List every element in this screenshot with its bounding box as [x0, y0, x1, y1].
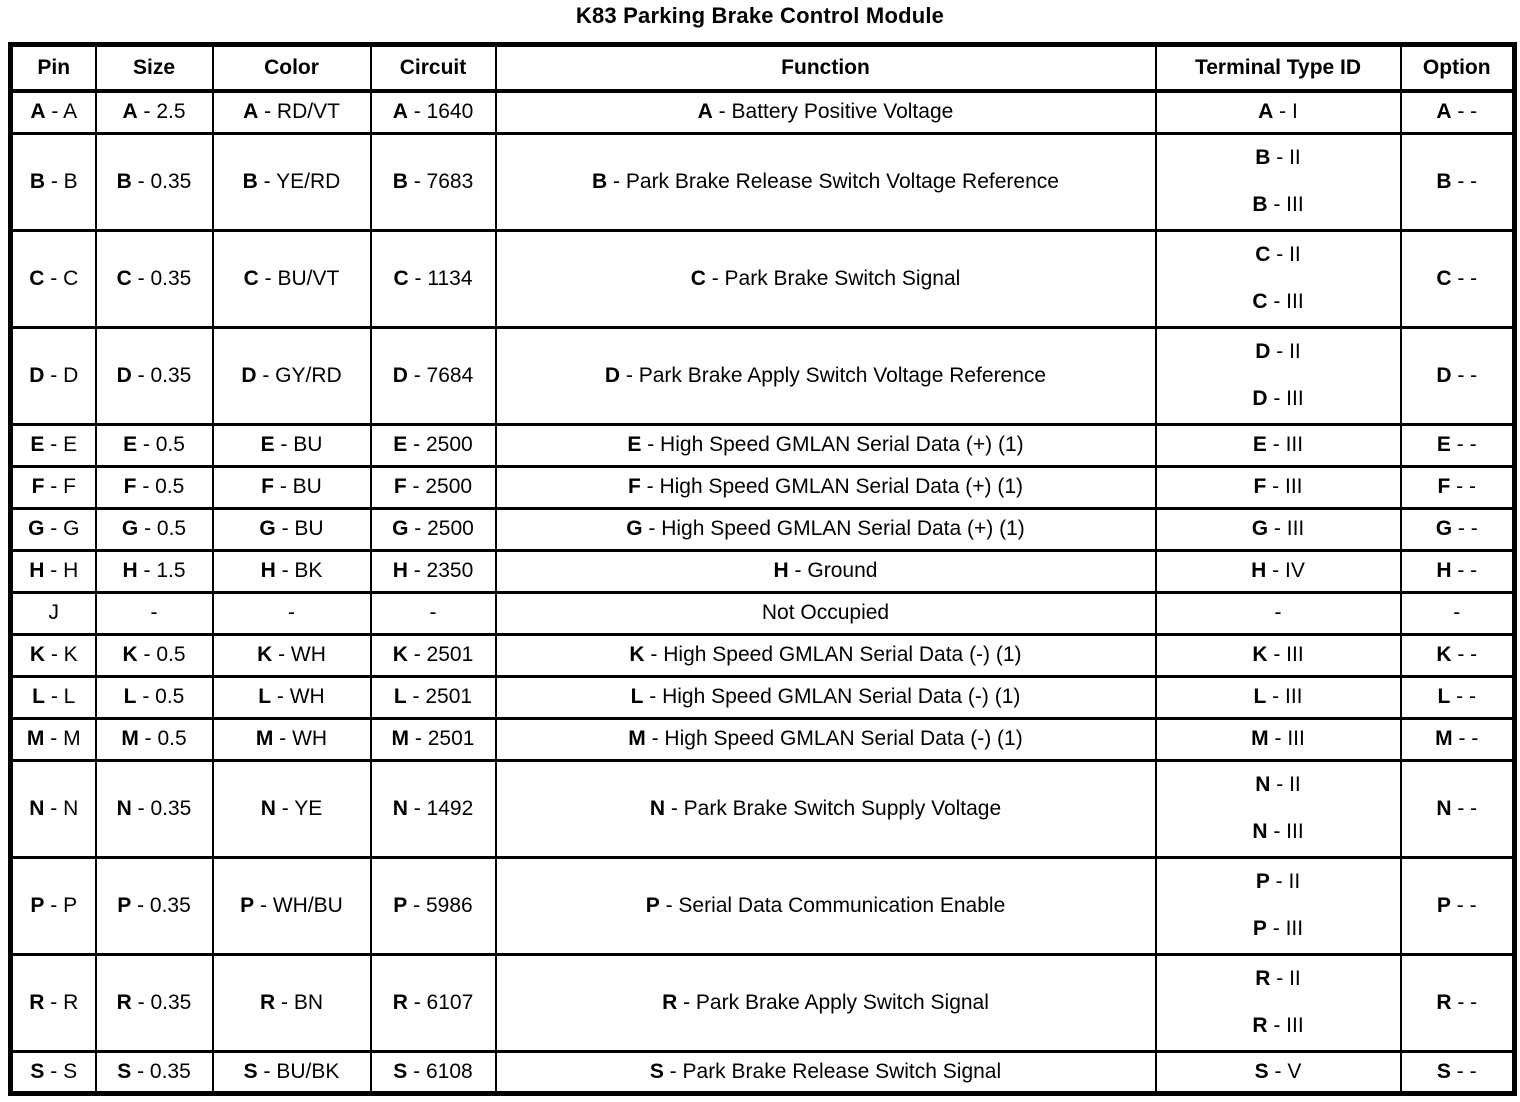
terminal-type-id-cell	[1156, 550, 1401, 592]
terminal-entry	[1157, 809, 1400, 856]
option-cell	[1401, 327, 1515, 424]
cell-text: E - III	[1252, 433, 1304, 456]
table-row	[11, 91, 1515, 133]
cell-text: P - Serial Data Communication Enable	[645, 893, 1006, 917]
cell-text: S - 6108	[393, 1059, 473, 1083]
terminal-type-id-cell	[1156, 466, 1401, 508]
cell-text: R - III	[1252, 1014, 1304, 1037]
cell-text: P - II	[1255, 870, 1301, 893]
cell-text: A - 1640	[392, 100, 474, 124]
cell-text: D - D	[29, 363, 79, 387]
cell-text: C - 0.35	[116, 266, 192, 290]
cell-text: E - E	[30, 433, 78, 456]
color-cell	[213, 954, 371, 1051]
terminal-entry	[1161, 601, 1396, 625]
size-cell	[96, 327, 213, 424]
option-cell	[1401, 954, 1515, 1051]
cell-text: G - BU	[259, 517, 324, 540]
cell-text: G - G	[28, 517, 80, 540]
cell-text: C - 1134	[393, 266, 473, 290]
cell-text: F - III	[1253, 475, 1303, 498]
cell-text: N - III	[1252, 820, 1304, 843]
color-cell	[213, 508, 371, 550]
cell-text: G - 2500	[392, 517, 474, 540]
cell-text: B - YE/RD	[242, 169, 341, 193]
pin-cell	[11, 1051, 96, 1093]
circuit-cell	[371, 550, 496, 592]
pin-cell	[11, 327, 96, 424]
cell-text: D - -	[1436, 363, 1478, 387]
option-cell	[1401, 718, 1515, 760]
table-row	[11, 466, 1515, 508]
cell-text: G - III	[1251, 517, 1305, 540]
circuit-cell	[371, 133, 496, 230]
cell-text: M - High Speed GMLAN Serial Data (-) (1)	[628, 727, 1023, 750]
cell-text: F - BU	[261, 475, 322, 498]
column-header-pin: Pin	[11, 45, 96, 92]
terminal-type-id-cell	[1156, 91, 1401, 133]
terminal-entry	[1157, 1003, 1400, 1050]
size-cell	[96, 230, 213, 327]
pin-cell	[11, 550, 96, 592]
table-row	[11, 760, 1515, 857]
cell-text: N - N	[29, 796, 79, 820]
table-row	[11, 592, 1515, 634]
cell-text: B - II	[1255, 146, 1301, 169]
color-cell	[213, 133, 371, 230]
cell-text: F - 2500	[393, 475, 473, 498]
function-cell	[496, 466, 1156, 508]
page-title: K83 Parking Brake Control Module	[575, 3, 945, 28]
cell-text: K - High Speed GMLAN Serial Data (-) (1)	[629, 643, 1022, 666]
circuit-cell	[371, 857, 496, 954]
cell-text: A - I	[1258, 100, 1298, 124]
size-cell	[96, 676, 213, 718]
cell-text: K - WH	[257, 643, 326, 666]
terminal-type-id-cell	[1156, 718, 1401, 760]
cell-text: G - 0.5	[121, 517, 187, 540]
cell-text: H - BK	[260, 559, 323, 582]
color-cell	[213, 424, 371, 466]
cell-text: K - 0.5	[122, 643, 186, 666]
terminal-entry	[1157, 135, 1400, 182]
pin-cell	[11, 466, 96, 508]
color-cell	[213, 466, 371, 508]
size-cell	[96, 634, 213, 676]
terminal-entry	[1161, 433, 1396, 457]
color-cell	[213, 718, 371, 760]
cell-text: C - II	[1255, 243, 1301, 266]
table-row	[11, 230, 1515, 327]
cell-text: D - GY/RD	[241, 363, 342, 387]
cell-text: C - Park Brake Switch Signal	[690, 266, 961, 290]
cell-text: A - Battery Positive Voltage	[697, 100, 954, 124]
cell-text: J	[48, 601, 59, 624]
cell-text: R - -	[1436, 990, 1478, 1014]
color-cell	[213, 91, 371, 133]
pin-cell	[11, 718, 96, 760]
table-row	[11, 550, 1515, 592]
color-cell	[213, 676, 371, 718]
cell-text: E - 2500	[393, 433, 473, 456]
function-cell	[496, 550, 1156, 592]
cell-text: S - BU/BK	[243, 1059, 340, 1083]
option-cell	[1401, 424, 1515, 466]
cell-text: F - F	[31, 475, 76, 498]
cell-text: H - Ground	[773, 559, 878, 582]
terminal-type-id-cell	[1156, 424, 1401, 466]
cell-text: N - Park Brake Switch Supply Voltage	[649, 796, 1002, 820]
terminal-type-id-cell	[1156, 133, 1401, 230]
cell-text: M - WH	[255, 727, 328, 750]
cell-text: D - II	[1255, 340, 1301, 363]
table-row	[11, 133, 1515, 230]
terminal-entry	[1161, 559, 1396, 583]
cell-text: H - 2350	[392, 559, 474, 582]
table-row	[11, 634, 1515, 676]
cell-text: C - III	[1252, 290, 1304, 313]
cell-text: P - -	[1436, 893, 1477, 917]
cell-text: L - 0.5	[123, 685, 185, 708]
cell-text: C - BU/VT	[243, 266, 340, 290]
cell-text: R - BN	[259, 990, 323, 1014]
cell-text: -	[150, 601, 158, 624]
color-cell	[213, 230, 371, 327]
option-cell	[1401, 634, 1515, 676]
color-cell	[213, 634, 371, 676]
cell-text: L - High Speed GMLAN Serial Data (-) (1)	[630, 685, 1021, 708]
function-cell	[496, 133, 1156, 230]
color-cell	[213, 1051, 371, 1093]
table-row	[11, 954, 1515, 1051]
circuit-cell	[371, 954, 496, 1051]
cell-text: K - -	[1436, 643, 1478, 666]
cell-text: G - -	[1435, 517, 1478, 540]
cell-text: L - L	[32, 685, 76, 708]
cell-text: A - 2.5	[122, 100, 186, 124]
cell-text: A - -	[1436, 100, 1478, 124]
cell-text: B - 7683	[392, 169, 474, 193]
cell-text: R - 6107	[392, 990, 474, 1014]
cell-text: N - -	[1436, 796, 1478, 820]
cell-text: Not Occupied	[761, 601, 890, 624]
size-cell	[96, 550, 213, 592]
function-cell	[496, 230, 1156, 327]
circuit-cell	[371, 676, 496, 718]
cell-text: -	[1274, 601, 1282, 624]
cell-text: E - BU	[260, 433, 323, 456]
function-cell	[496, 676, 1156, 718]
column-header-function: Function	[496, 45, 1156, 92]
cell-text: S - V	[1254, 1059, 1302, 1083]
cell-text: L - -	[1437, 685, 1476, 708]
function-cell	[496, 1051, 1156, 1093]
terminal-entry	[1161, 727, 1396, 751]
terminal-entry	[1161, 643, 1396, 667]
cell-text: R - 0.35	[116, 990, 192, 1014]
cell-text: S - 0.35	[117, 1059, 191, 1083]
cell-text: P - 0.35	[117, 893, 191, 917]
circuit-cell	[371, 760, 496, 857]
cell-text: K - III	[1252, 643, 1304, 666]
cell-text: D - 7684	[392, 363, 474, 387]
function-cell	[496, 508, 1156, 550]
circuit-cell	[371, 508, 496, 550]
terminal-type-id-cell	[1156, 1051, 1401, 1093]
terminal-type-id-cell	[1156, 327, 1401, 424]
terminal-entry	[1157, 956, 1400, 1003]
cell-text: H - -	[1436, 559, 1478, 582]
circuit-cell	[371, 592, 496, 634]
cell-text: -	[429, 601, 437, 624]
cell-text: D - III	[1252, 387, 1304, 410]
circuit-cell	[371, 466, 496, 508]
table-row	[11, 1051, 1515, 1093]
cell-text: B - III	[1252, 193, 1304, 216]
cell-text: A - RD/VT	[243, 100, 340, 124]
cell-text: K - 2501	[392, 643, 474, 666]
table-row	[11, 327, 1515, 424]
function-cell	[496, 634, 1156, 676]
function-cell	[496, 954, 1156, 1051]
terminal-type-id-cell	[1156, 760, 1401, 857]
terminal-entry	[1157, 906, 1400, 953]
size-cell	[96, 133, 213, 230]
color-cell	[213, 327, 371, 424]
size-cell	[96, 1051, 213, 1093]
cell-text: N - YE	[260, 796, 323, 820]
function-cell	[496, 91, 1156, 133]
column-header-option: Option	[1401, 45, 1515, 92]
size-cell	[96, 424, 213, 466]
cell-text: A - A	[30, 100, 78, 124]
cell-text: P - P	[30, 893, 78, 917]
pin-cell	[11, 954, 96, 1051]
cell-text: S - Park Brake Release Switch Signal	[649, 1059, 1002, 1083]
terminal-entry	[1161, 685, 1396, 709]
cell-text: E - -	[1436, 433, 1477, 456]
function-cell	[496, 592, 1156, 634]
circuit-cell	[371, 718, 496, 760]
option-cell	[1401, 592, 1515, 634]
terminal-entry	[1161, 1060, 1396, 1084]
column-header-circuit: Circuit	[371, 45, 496, 92]
terminal-entry	[1157, 182, 1400, 229]
pin-cell	[11, 91, 96, 133]
cell-text: M - III	[1251, 727, 1305, 750]
cell-text: G - High Speed GMLAN Serial Data (+) (1)	[626, 517, 1025, 540]
terminal-entry	[1157, 762, 1400, 809]
option-cell	[1401, 466, 1515, 508]
cell-text: H - 1.5	[122, 559, 186, 582]
option-cell	[1401, 1051, 1515, 1093]
circuit-cell	[371, 91, 496, 133]
cell-text: F - High Speed GMLAN Serial Data (+) (1)	[627, 475, 1024, 498]
pin-cell	[11, 424, 96, 466]
circuit-cell	[371, 327, 496, 424]
cell-text: S - S	[30, 1059, 78, 1083]
size-cell	[96, 508, 213, 550]
option-cell	[1401, 133, 1515, 230]
table-row	[11, 857, 1515, 954]
size-cell	[96, 718, 213, 760]
cell-text: N - 0.35	[116, 796, 192, 820]
size-cell	[96, 760, 213, 857]
terminal-entry	[1157, 232, 1400, 279]
cell-text: P - III	[1252, 917, 1304, 940]
function-cell	[496, 760, 1156, 857]
table-row	[11, 676, 1515, 718]
terminal-entry	[1161, 517, 1396, 541]
cell-text: K - K	[29, 643, 78, 666]
circuit-cell	[371, 424, 496, 466]
terminal-entry	[1157, 859, 1400, 906]
terminal-entry	[1157, 279, 1400, 326]
cell-text: M - 2501	[391, 727, 475, 750]
cell-text: N - II	[1255, 773, 1301, 796]
option-cell	[1401, 760, 1515, 857]
option-cell	[1401, 230, 1515, 327]
pin-cell	[11, 230, 96, 327]
size-cell	[96, 91, 213, 133]
option-cell	[1401, 676, 1515, 718]
cell-text: E - High Speed GMLAN Serial Data (+) (1)	[627, 433, 1024, 456]
cell-text: P - 5986	[393, 893, 473, 917]
terminal-type-id-cell	[1156, 592, 1401, 634]
terminal-type-id-cell	[1156, 230, 1401, 327]
pin-cell	[11, 508, 96, 550]
option-cell	[1401, 550, 1515, 592]
size-cell	[96, 466, 213, 508]
color-cell	[213, 857, 371, 954]
size-cell	[96, 592, 213, 634]
size-cell	[96, 954, 213, 1051]
cell-text: B - -	[1436, 169, 1478, 193]
column-header-size: Size	[96, 45, 213, 92]
pin-cell	[11, 634, 96, 676]
cell-text: N - 1492	[392, 796, 474, 820]
function-cell	[496, 718, 1156, 760]
color-cell	[213, 760, 371, 857]
function-cell	[496, 424, 1156, 466]
cell-text: -	[1453, 601, 1461, 624]
cell-text: C - -	[1436, 266, 1478, 290]
cell-text: H - IV	[1251, 559, 1305, 582]
table-row	[11, 718, 1515, 760]
option-cell	[1401, 91, 1515, 133]
cell-text: F - 0.5	[123, 475, 185, 498]
cell-text: L - WH	[258, 685, 325, 708]
terminal-type-id-cell	[1156, 857, 1401, 954]
pin-cell	[11, 592, 96, 634]
cell-text: P - WH/BU	[240, 893, 343, 917]
pinout-table-body	[11, 91, 1515, 1093]
terminal-type-id-cell	[1156, 954, 1401, 1051]
color-cell	[213, 592, 371, 634]
size-cell	[96, 857, 213, 954]
cell-text: M - -	[1435, 727, 1479, 750]
pin-cell	[11, 760, 96, 857]
pin-cell	[11, 133, 96, 230]
cell-text: L - III	[1253, 685, 1303, 708]
cell-text: -	[288, 601, 295, 624]
cell-text: E - 0.5	[123, 433, 185, 456]
column-header-color: Color	[213, 45, 371, 92]
terminal-type-id-cell	[1156, 676, 1401, 718]
cell-text: S - -	[1436, 1059, 1477, 1083]
terminal-entry	[1157, 376, 1400, 423]
terminal-entry	[1157, 329, 1400, 376]
pin-cell	[11, 857, 96, 954]
cell-text: C - C	[29, 266, 79, 290]
cell-text: R - R	[29, 990, 79, 1014]
cell-text: F - -	[1437, 475, 1476, 498]
terminal-type-id-cell	[1156, 634, 1401, 676]
header-row	[11, 45, 1515, 92]
cell-text: D - Park Brake Apply Switch Voltage Reference	[604, 363, 1047, 387]
pin-cell	[11, 676, 96, 718]
cell-text: M - M	[26, 727, 81, 750]
cell-text: L - 2501	[393, 685, 473, 708]
terminal-type-id-cell	[1156, 508, 1401, 550]
table-row	[11, 424, 1515, 466]
table-row	[11, 508, 1515, 550]
circuit-cell	[371, 1051, 496, 1093]
color-cell	[213, 550, 371, 592]
cell-text: R - Park Brake Apply Switch Signal	[662, 990, 989, 1014]
option-cell	[1401, 857, 1515, 954]
column-header-terminal-type-id: Terminal Type ID	[1156, 45, 1401, 92]
cell-text: M - 0.5	[121, 727, 187, 750]
cell-text: H - H	[29, 559, 79, 582]
cell-text: B - B	[29, 169, 78, 193]
terminal-entry	[1161, 475, 1396, 499]
cell-text: B - Park Brake Release Switch Voltage Reference	[592, 169, 1059, 193]
cell-text: R - II	[1255, 967, 1301, 990]
function-cell	[496, 327, 1156, 424]
cell-text: D - 0.35	[116, 363, 192, 387]
pinout-table	[8, 42, 1517, 1096]
function-cell	[496, 857, 1156, 954]
cell-text: B - 0.35	[116, 169, 192, 193]
circuit-cell	[371, 230, 496, 327]
terminal-entry	[1161, 100, 1396, 124]
circuit-cell	[371, 634, 496, 676]
option-cell	[1401, 508, 1515, 550]
